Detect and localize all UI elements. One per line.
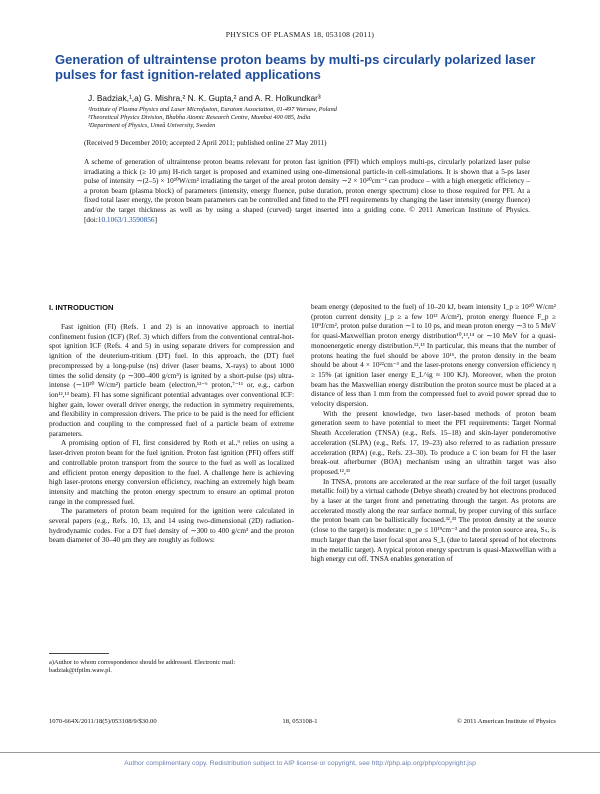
author-list: J. Badziak,¹,a) G. Mishra,² N. K. Gupta,² and A. R. Holkundkar³: [88, 93, 321, 103]
paragraph: With the present knowledge, two laser-based methods of proton beam generation seem to have potential to meet the PFI requirements: Target Normal Sheath Acceleration (TNSA) (e.g., Refs. 15–18) and skin-layer ponderomotive acceleration (SLPA) (e.g., Refs. 17, 19–23) also referred to as radiation pressure acceleration (RPA) (e.g., Refs. 23–30). To produce a C ion beam for FI the laser break-out afterburner (BOA) mechanism using an ultrathin target was also proposed.¹²,³¹: [311, 408, 556, 476]
received-dates: (Received 9 December 2010; accepted 2 April 2011; published online 27 May 2011): [84, 139, 327, 147]
doi-link[interactable]: 10.1063/1.3590856: [97, 214, 155, 224]
footnote: a)Author to whom correspondence should be addressed. Electronic mail: badziak@ifpilm.waw.pl.: [49, 659, 236, 675]
section-heading: I. INTRODUCTION: [49, 303, 114, 312]
doi-prefix: [doi:: [84, 214, 98, 224]
paragraph: The parameters of proton beam required for the ignition were calculated in several papers (e.g., Refs. 10, 13, and 14 using two-dimensional (2D) radiation-hydrodynamic codes. For a DT fuel density of ∼300 to 400 g/cm³ and the proton beam diameter of 30–40 μm they are roughly as follows:: [49, 506, 294, 545]
abstract: [84, 157, 530, 224]
footnote-rule: [49, 653, 109, 654]
footer-issn: 1070-664X/2011/18(5)/053108/9/$30.00: [49, 718, 157, 725]
paragraph: In TNSA, protons are accelerated at the rear surface of the foil target (usually metallic foil) by a virtual cathode (Debye sheath) created by hot electrons produced by a laser at the target front and penetrating through the target. As protons are accelerated mostly along the rear surface normal, by proper curving of this surface the proton beam can be ballistically focused.³²,³³ The proton density at the source (close to the target) is moderate: n_pe ≤ 10¹⁹cm⁻³ and the proton source area, Sₛ, is much larger than the laser focal spot area S_L (due to lateral spread of hot electrons in the metallic target). A typical proton energy spectrum is quasi-Maxwellian with a high energy cut off. TNSA enables generation of: [311, 476, 556, 564]
right-column: [311, 302, 556, 564]
copyright-banner[interactable]: Author complimentary copy. Redistribution subject to AIP license or copyright, see http://php.aip.org/php/copyright.jsp: [124, 760, 476, 767]
paragraph: A promising option of FI, first considered by Roth et al.,⁹ relies on using a laser-driven proton beam for the fuel ignition. Proton fast ignition (PFI) offers stiff and controllable proton transport from the source to the fuel as well as localized and efficient proton energy deposition to the fuel. A challenge here is achieving high laser-protons energy conversion efficiency, reaching an extremely high beam intensity and matching the proton energy spectrum to ensure an optimal proton range in the compressed fuel.: [49, 438, 294, 506]
running-head: PHYSICS OF PLASMAS 18, 053108 (2011): [225, 30, 375, 39]
paragraph: Fast ignition (FI) (Refs. 1 and 2) is an innovative approach to inertial confinement fusion (ICF) (Ref. 3) which differs from the conventional central-hot-spot ignition ICF (Refs. 4 and 5) in using separate drivers for compression and ignition of the deuterium-tritium (DT) fuel. In this approach, the (DT) fuel precompressed by a long-pulse (ns) driver (laser beams, X-rays) to about 1000 times the solid density (ρ ∼300–400 g/cm³) is ignited by a short-pulse (ps) ultra-intense (∼10²⁰ W/cm²) particle beam (electron,¹²⁻⁶ proton,⁷⁻¹¹ or, e.g., carbon ion¹²,¹³ beam). FI has some significant potential advantages over conventional ICF: higher gain, lower overall driver energy, the reduction in symmetry requirements, and flexibility in compression drivers. The price to be paid is the need for efficient production and coupling to the compressed fuel of a particle beam of extreme parameters.: [49, 322, 294, 438]
paper-title: Generation of ultraintense proton beams by multi-ps circularly polarized laser pulses for fast ignition-related applications: [55, 52, 536, 82]
abstract-text: A scheme of generation of ultraintense proton beams relevant for proton fast ignition (PFI) which employs multi-ps, circularly polarized laser pulse irradiating a thick (≥ 10 μm) H-rich target is proposed and examined using one-dimensional particle-in cell-simulations. It is shown that a 5-ps laser pulse of intensity ∼(2–5) × 10²⁰W/cm² irradiating the target of the areal proton density ∼2 × 10²⁰cm⁻² can produce – with a high energetic efficiency – a proton beam (plasma block) of parameters (intensity, energy fluence, pulse duration, proton energy spectrum) close to those required for PFI. At a fixed total laser energy, the proton beam parameters can be controlled and fitted to the PFI requirements by changing the laser intensity (energy fluence) and/or the target thickness as well as by using a shaped (curved) target inserted into a guiding cone. © 2011 American Institute of Physics.: [84, 157, 530, 214]
doi-suffix: ]: [154, 214, 157, 224]
paragraph: beam energy (deposited to the fuel) of 10–20 kJ, beam intensity I_p ≥ 10²⁰ W/cm² (proton current density j_p ≥ a few 10¹³ A/cm²), proton energy fluence F_p ≥ 10⁹J/cm², proton pulse duration ∼1 to 10 ps, and mean proton energy ∼3 to 5 MeV for quasi-Maxwellian proton energy distribution¹⁰,¹³,¹⁴ or ∼10 MeV for a quasi-monoenergetic energy distribution.¹²,¹³ In particular, this means that the number of protons heating the fuel should be above 10¹⁶, the proton density in the beam should be about 4 × 10²²cm⁻³ and the laser-protons energy conversion efficiency η ≥ 15% (at ignition laser energy E_L^ig ≈ 100 KJ). Moreover, when the proton beam has the Maxwellian energy distribution the proton source must be placed at a distance of less than 1 mm from the compressed fuel to avoid power spread due to velocity dispersion.: [311, 302, 556, 409]
affiliation-1: ¹Institute of Plasma Physics and Laser Microfusion, Euratom Association, 01-497 Warsaw, Poland: [88, 106, 337, 113]
banner-divider: [0, 752, 600, 753]
left-column: [49, 322, 294, 545]
affiliation-3: ³Department of Physics, Umeå University, Sweden: [88, 122, 216, 129]
footer-page-number: 18, 053108-1: [282, 718, 318, 725]
affiliation-2: ²Theoretical Physics Division, Bhabha Atomic Research Centre, Mumbai 400 085, India: [88, 114, 311, 121]
footer-copyright: © 2011 American Institute of Physics: [456, 718, 556, 725]
